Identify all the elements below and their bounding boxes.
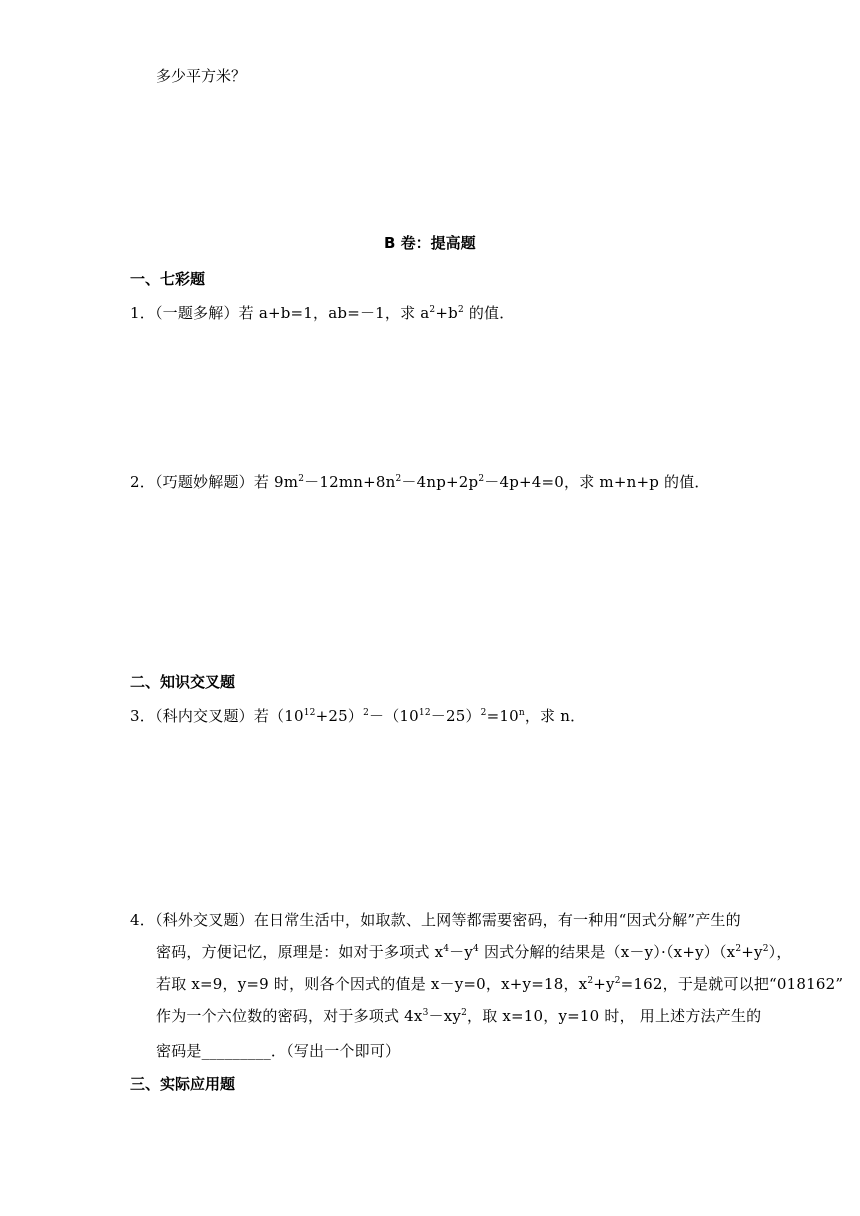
q4-text: ）， (768, 943, 792, 961)
q2-exp: 2 (478, 474, 485, 484)
q2-exp: 2 (298, 474, 305, 484)
q4-exp: 2 (461, 1008, 467, 1018)
q2-text: －4np+2p (401, 473, 479, 491)
q4-exp: 2 (762, 944, 769, 954)
q1-exp: 2 (429, 305, 436, 315)
question-4-line-3 (156, 973, 843, 994)
q3-exp: 2 (480, 708, 487, 718)
q1-exp: 2 (457, 305, 464, 315)
question-4-line-4 (156, 1005, 761, 1026)
q1-text: 若 a+b=1，ab=－1，求 a (238, 304, 430, 322)
q1-text: 的值． (463, 304, 515, 322)
q3-exp: 2 (363, 708, 370, 718)
q4-text: +y (741, 943, 763, 961)
q4-exp: 3 (422, 1008, 429, 1018)
question-4-line-2 (156, 941, 792, 962)
q4-text: 密码是 (156, 1042, 202, 1060)
q4-exp: 2 (587, 976, 594, 986)
q4-exp: 4 (443, 944, 450, 954)
q4-text: 因式分解的结果是（x－y）·（x+y）（x (478, 943, 736, 961)
question-3 (130, 705, 585, 726)
q4-text: －xy (428, 1007, 462, 1025)
section-b-title: B 卷：提高题 (384, 234, 476, 252)
q4-text: 作为一个六位数的密码，对于多项式 4x (156, 1007, 423, 1025)
q4-text: －y (449, 943, 474, 961)
q3-text: －25） (430, 707, 481, 725)
q4-exp: 4 (473, 944, 479, 954)
answer-blank[interactable]: _________ (201, 1042, 271, 1060)
q2-tag: （巧题妙解题） (154, 473, 254, 491)
q4-number: 4． (130, 911, 155, 929)
q2-text: －4p+4=0，求 m+n+p 的值． (484, 473, 710, 491)
q4-text: 若取 x=9，y=9 时，则各个因式的值是 x－y=0，x+y=18，x (156, 975, 588, 993)
q3-exp: 12 (418, 708, 431, 718)
q1-tag: （一题多解） (154, 304, 239, 322)
q4-text: 在日常生活中，如取款、上网等都需要密码，有一种用“因式分解”产生的 (253, 911, 741, 929)
q3-exp: 12 (303, 708, 316, 718)
q3-number: 3． (130, 707, 155, 725)
q3-text: 若（10 (253, 707, 304, 725)
q4-text: ．（写出一个即可） (270, 1042, 401, 1060)
q4-exp: 2 (735, 944, 742, 954)
q4-exp: 2 (614, 976, 621, 986)
q2-text: 若 9m (253, 473, 299, 491)
section1-heading: 一、七彩题 (130, 270, 206, 288)
q1-text: +b (435, 304, 458, 322)
question-1 (130, 302, 514, 323)
q2-exp: 2 (395, 474, 402, 484)
q3-text: ，求 n． (524, 707, 586, 725)
q3-text: =10 (486, 707, 519, 725)
section3-heading: 三、实际应用题 (130, 1075, 236, 1093)
q4-text: 密码，方便记忆，原理是：如对于多项式 x (156, 943, 444, 961)
q3-text: －（10 (369, 707, 419, 725)
continuation-text: 多少平方米？ (156, 67, 247, 85)
q3-text: +25） (315, 707, 364, 725)
section2-heading: 二、知识交叉题 (130, 673, 236, 691)
question-4-line-5 (156, 1040, 400, 1061)
q3-tag: （科内交叉题） (154, 707, 254, 725)
q4-tag: （科外交叉题） (154, 911, 254, 929)
q4-text: ，取 x=10，y=10 时， 用上述方法产生的 (467, 1007, 762, 1025)
q4-text: +y (593, 975, 615, 993)
q2-text: －12mn+8n (304, 473, 396, 491)
question-4-line-1 (130, 909, 741, 930)
question-2 (130, 471, 710, 492)
q1-number: 1． (130, 304, 155, 322)
q3-exp: n (518, 708, 525, 718)
q2-number: 2． (130, 473, 155, 491)
q4-text: =162，于是就可以把“018162” (620, 975, 844, 993)
